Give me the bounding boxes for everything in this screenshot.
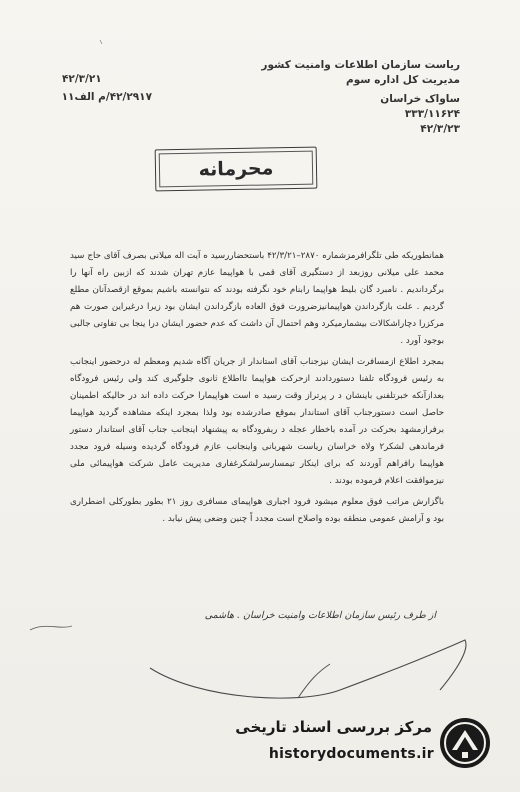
header-date: ۴۲/۳/۲۱ bbox=[62, 73, 102, 85]
header-line-5: ۴۲/۳/۲۳ bbox=[420, 123, 460, 135]
header-reference: ۴۲/۲۹۱۷/م الف۱۱ bbox=[61, 91, 152, 103]
header-date-block bbox=[62, 70, 152, 106]
header-line-1: ریاست سازمان اطلاعات وامنیت کشور bbox=[261, 59, 460, 71]
header-line-3: ساواک خراسان bbox=[380, 93, 460, 105]
header-org-block bbox=[240, 58, 460, 137]
archive-url: historydocuments.ir bbox=[268, 746, 434, 762]
header-line-2: مدیریت کل اداره سوم bbox=[346, 74, 460, 86]
archive-watermark bbox=[232, 714, 492, 774]
confidential-stamp bbox=[155, 147, 318, 192]
letter-body bbox=[70, 248, 444, 528]
header-line-4: ۳۳۳/۱۱۶۲۴ bbox=[404, 108, 460, 120]
body-paragraph-1: همانطوریکه طی تلگرافرمزشماره ۲۸۷۰–۴۲/۳/۲۱ باستحضاررسید ه آیت اله میلانی بصرف آقای حاج سید محمد علی میلانی روزبعد از دستگیری آقای قمی با هواپیما عازم تهران شدند که ازبین راه آنها را برگرداندیم . نامبرد گان بلیط هواپیما رابنام خود نگرفته بودند که نتوانسته باشیم بموقع ازقصدآنان مطلع گردیم . علت بازگرداندن هواپیمانیزضرورت فوق العاده بازگرداندن ایشان بود زیرا درغیراین صورت هم مرکزرا دچاراشکالات بیشمارمیکرد وهم احتمال آن داشت که عدم حضور ایشان درا ینجا بی تفاوتی جالبی بوجود آورد . bbox=[70, 251, 444, 346]
body-paragraph-3: باگزارش مراتب فوق معلوم میشود فرود اجباری هواپیمای مسافری روز ۲۱ بطور بطورکلی اضطراری بود و آرامش عمومی منطقه بوده واصلاح است مجدد اً چنین وضعی پیش نیابد . bbox=[70, 497, 444, 524]
archive-emblem-icon bbox=[438, 716, 492, 770]
archive-name: مرکز بررسی اسناد تاریخی bbox=[235, 718, 432, 736]
signature-line: از طرف رئیس سازمان اطلاعات وامنیت خراسان . هاشمی bbox=[204, 610, 436, 621]
body-paragraph-2: بمجرد اطلاع ازمسافرت ایشان نیزجناب آقای استاندار از جریان آگاه شدیم ومعظم له درحضور اینجانب به رئیس فرودگاه تلفنا دستوردادند ازحرکت هواپیما تااطلاع ثانوی جلوگیری کند ولی رئیس فرودگاه بعدازآنکه خبرتلفنی باینشان د ر پرتراز وقت رسید ه است هواپیمارا حرکت داده اند در حالیکه اطمینان حاصل است دستورجناب آقای استاندار بموقع صادرشده بود ولذا بمجرد اینکه مشاهده گردید هواپیما برفرازمشهد بحرکت در آمده باخطار عجله د ربفرودگاه به پیشنهاد اینجانب جناب آقای استاندار دستور فرماندهی لشکر۲ ولاه خراسان ریاست شهربانی واینجانب عازم فرودگاه گردیده وسیله فرود مجدد هواپیما رافراهم آوردند که برای اینکار تیمسارسرلشکرغفاری مدیریت عامل شرکت هواپیمائی ملی نیزموافقت اعلام فرموده بودند . bbox=[70, 357, 445, 486]
stamp-label: محرمانه bbox=[198, 157, 274, 181]
